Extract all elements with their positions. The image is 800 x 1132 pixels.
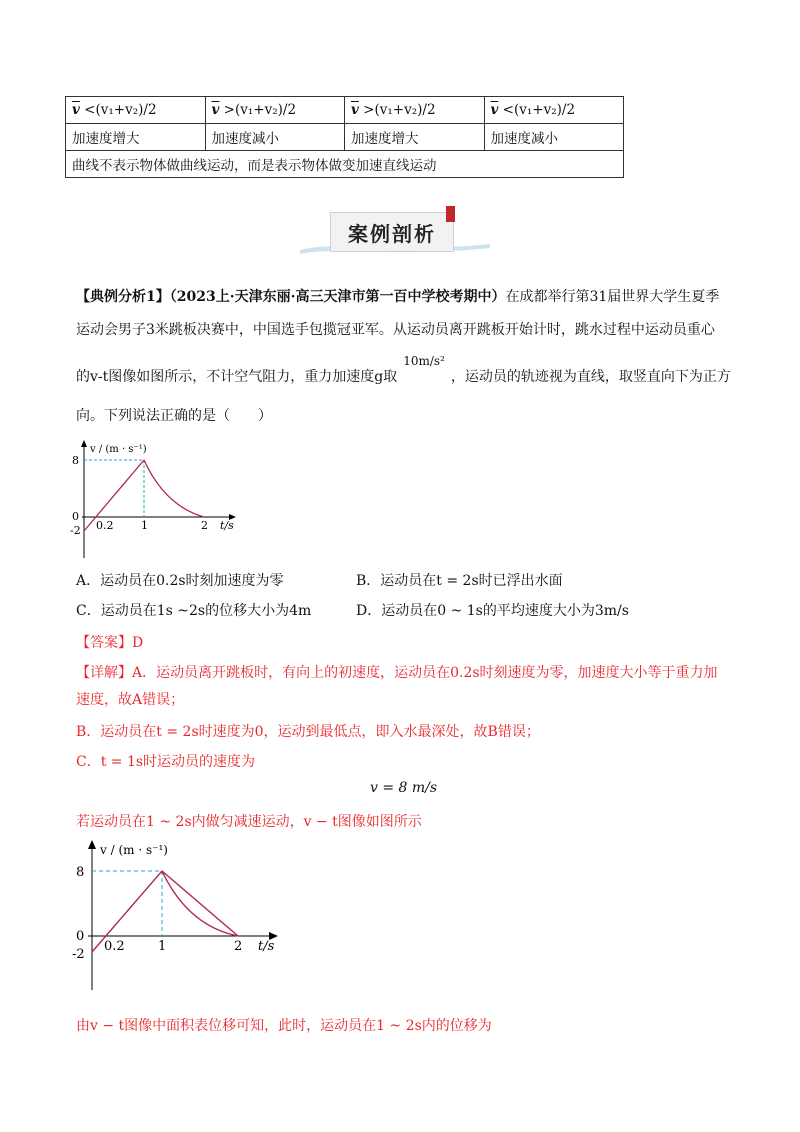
equation-v: v = 8 m/s	[370, 780, 438, 796]
option-d: D．运动员在0 ~ 1s的平均速度大小为3m/s	[356, 603, 629, 619]
detail-line-b: B．运动员在t = 2s时速度为0，运动到最低点，即入水最深处，故B错误；	[76, 724, 540, 740]
graph-line-rise	[92, 871, 162, 952]
graph-curve-decel	[144, 460, 204, 517]
x-axis-label: t/s	[220, 519, 234, 532]
tick-label-neg2: -2	[70, 524, 81, 537]
graph-line-rise	[84, 460, 144, 531]
detail-line-e: 由v − t图像中面积表位移可知，此时，运动员在1 ~ 2s内的位移为	[76, 1018, 492, 1034]
option-c: C．运动员在1s ~2s的位移大小为4m	[76, 603, 312, 619]
problem-line-4: 向。下列说法正确的是（ ）	[76, 408, 272, 424]
table-cell: 加速度减小	[484, 124, 624, 151]
answer: 【答案】D	[76, 635, 144, 651]
option-a: A．运动员在0.2s时刻加速度为零	[76, 573, 284, 589]
detail-line-a1: 【详解】A．运动员离开跳板时，有向上的初速度，运动员在0.2s时刻速度为零，加速度大小等于重力加	[76, 665, 718, 681]
table-cell: 加速度减小	[205, 124, 345, 151]
table-cell: $\overline{v} >(v_1+v_2)/2$	[205, 97, 345, 124]
detail-line-a2: 速度，故A错误；	[76, 692, 185, 708]
table-cell: 加速度增大	[66, 124, 206, 151]
tick-label-0-2: 0.2	[104, 939, 125, 954]
problem-line-1: 【典例分析1】（2023上·天津东丽·高三天津市第一百中学校考期中）在成都举行第31届世界大学生夏季	[76, 289, 720, 305]
x-axis-label: t/s	[258, 939, 275, 954]
tick-label-2: 2	[234, 939, 243, 954]
tick-label-8: 8	[72, 454, 79, 467]
problem-line-2: 运动会男子3米跳板决赛中，中国选手包揽冠亚军。从运动员离开跳板开始计时，跳水过程中运动员重心	[76, 322, 715, 338]
graph-line-uniform-decel	[162, 871, 238, 936]
tick-label-neg2: -2	[72, 947, 85, 962]
option-b: B．运动员在t = 2s时已浮出水面	[356, 573, 563, 589]
g-value: 10m/s²	[403, 354, 445, 368]
tick-label-0-2: 0.2	[96, 519, 114, 532]
table-cell: $\overline{v} >(v_1+v_2)/2$	[345, 97, 485, 124]
tick-label-0: 0	[72, 510, 79, 523]
problem-line-3: 的v-t图像如图所示，不计空气阻力，重力加速度g取10m/s²，运动员的轨迹视为直线，取竖直向下为正方	[76, 354, 731, 385]
tick-label-0: 0	[76, 929, 85, 944]
tick-label-8: 8	[76, 865, 85, 880]
table-cell: $\overline{v} <(v_1+v_2)/2$	[66, 97, 206, 124]
detail-line-c: C．t = 1s时运动员的速度为	[76, 754, 256, 770]
tick-label-2: 2	[201, 519, 208, 532]
y-axis-arrow	[81, 440, 87, 447]
detail-line-d: 若运动员在1 ~ 2s内做匀减速运动，v − t图像如图所示	[76, 814, 422, 830]
banner-flag-decoration	[446, 206, 455, 222]
vt-graph-2	[66, 834, 306, 994]
tick-label-1: 1	[141, 519, 148, 532]
section-banner: 案例剖析	[330, 212, 454, 252]
tick-label-1: 1	[158, 939, 167, 954]
summary-table	[65, 96, 624, 178]
y-axis-label: v / (m · s⁻¹)	[100, 843, 168, 857]
table-row	[66, 124, 624, 151]
y-axis-arrow	[88, 840, 96, 849]
table-row	[66, 151, 624, 178]
table-cell: 曲线不表示物体做曲线运动，而是表示物体做变加速直线运动	[66, 151, 624, 178]
y-axis-label: v / (m · s⁻¹)	[90, 444, 147, 455]
table-cell: $\overline{v} <(v_1+v_2)/2$	[484, 97, 624, 124]
vt-graph-1	[60, 436, 260, 561]
table-cell: 加速度增大	[345, 124, 485, 151]
table-row	[66, 97, 624, 124]
